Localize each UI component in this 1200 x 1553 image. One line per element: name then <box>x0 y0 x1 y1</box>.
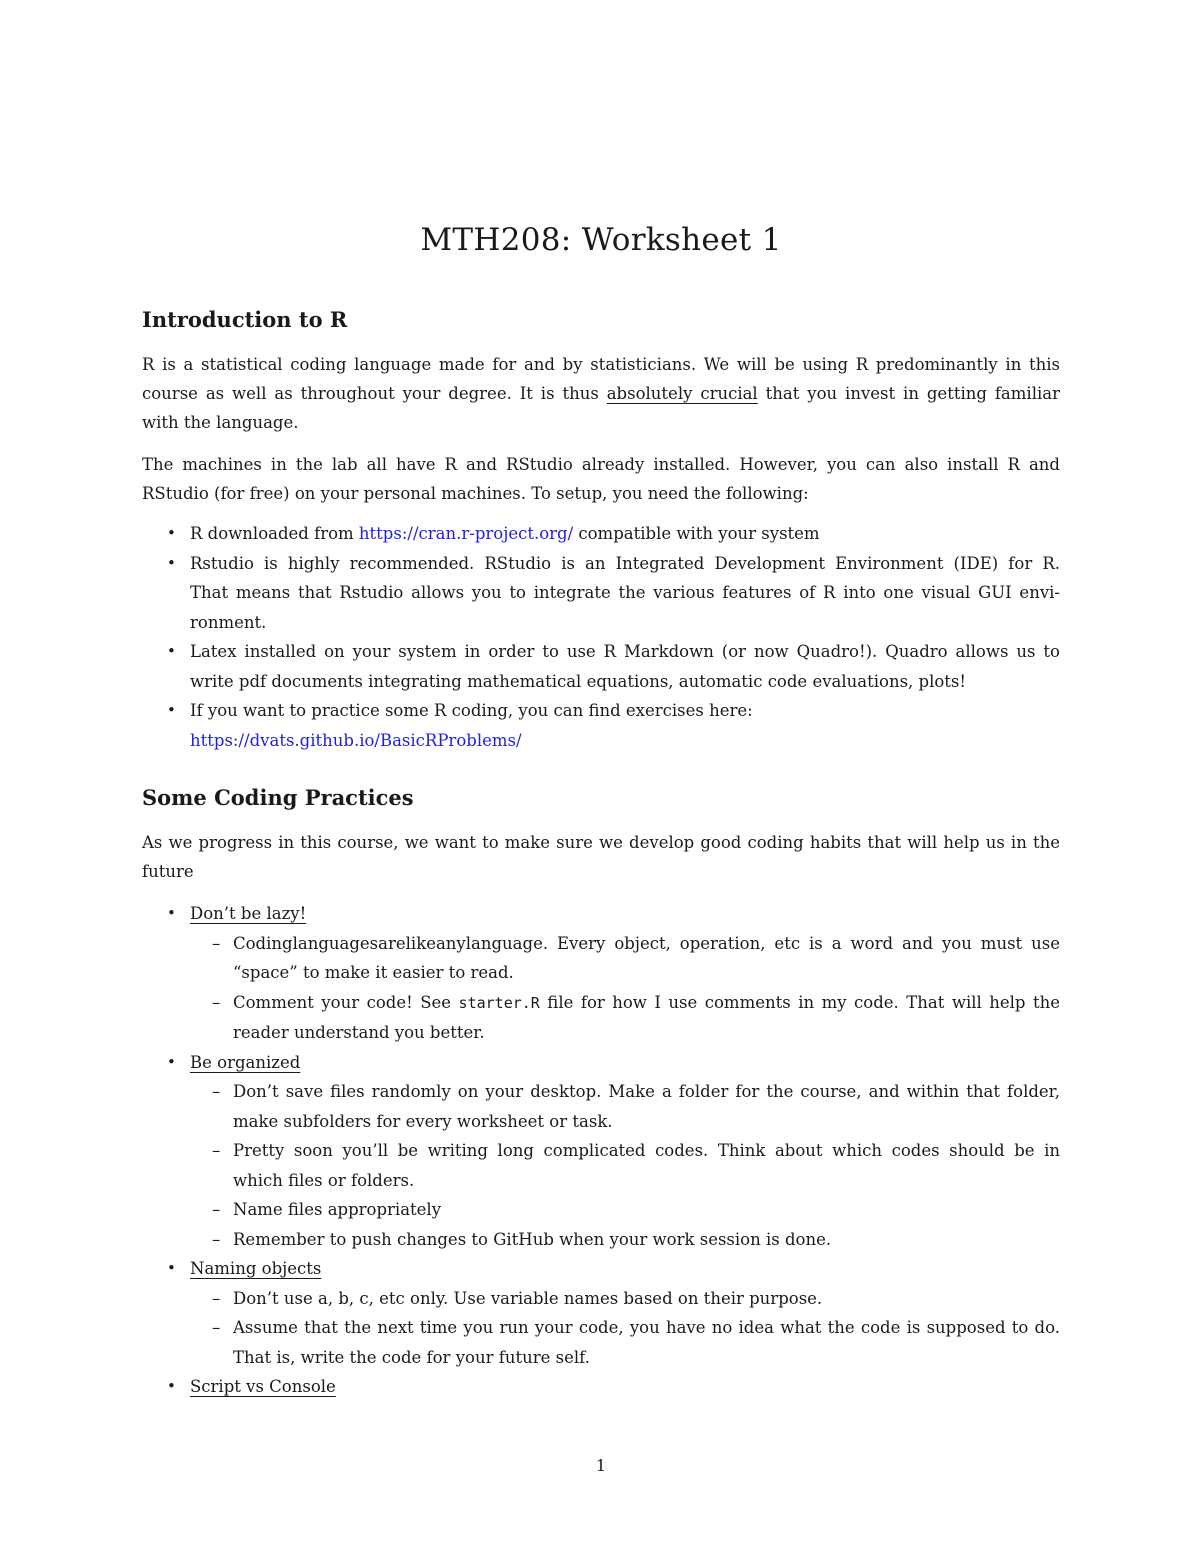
emphasis-underline: absolutely crucial <box>606 384 758 403</box>
text-line: R is a statistical coding language made for and by statisticians. We will be using R predominantly in this <box>142 355 1060 374</box>
practices-list <box>142 899 1060 1402</box>
list-item <box>142 549 1060 638</box>
sub-list-item <box>190 1077 1060 1136</box>
sub-list-item <box>190 1136 1060 1195</box>
practice-heading: Be organized <box>190 1052 301 1072</box>
text-line: That is, write the code for your future self. <box>233 1347 590 1367</box>
sub-list-item: – Name files appropriately <box>190 1195 1060 1225</box>
section-heading-intro: Introduction to R <box>142 307 348 332</box>
list-item <box>142 637 1060 696</box>
list-item <box>142 519 1060 549</box>
text-line: “space” to make it easier to read. <box>233 963 514 982</box>
list-item <box>142 1048 1060 1255</box>
list-item <box>142 696 1060 755</box>
text-line: – Codinglanguagesarelikeanylanguage. Every object, operation, etc is a word and you must use <box>233 933 1060 953</box>
page-number: 1 <box>595 1456 607 1475</box>
text-line: ronment. <box>190 612 267 632</box>
text-line: • If you want to practice some R coding, you can find exercises here: <box>190 701 753 720</box>
text-line: RStudio (for free) on your personal machines. To setup, you need the following: <box>142 484 809 503</box>
intro-paragraph-1 <box>142 350 1060 437</box>
text-span: compatible with your system <box>573 524 820 543</box>
text-line: make subfolders for every worksheet or task. <box>233 1111 613 1131</box>
intro-paragraph-2 <box>142 450 1060 508</box>
text-line: with the language. <box>142 413 299 432</box>
practice-heading: Script vs Console <box>190 1377 336 1396</box>
text-line <box>142 379 1060 408</box>
practice-heading: Naming objects <box>190 1259 322 1278</box>
text-line: future <box>142 862 194 881</box>
text-line <box>233 988 1060 1019</box>
text-line: • Rstudio is highly recommended. RStudio is an Integrated Development Environment (IDE) for R. <box>190 553 1060 573</box>
coding-intro-paragraph <box>142 828 1060 886</box>
text-line: • Latex installed on your system in order to use R Markdown (or now Quadro!). Quadro allows us to <box>190 642 1060 661</box>
text-line: The machines in the lab all have R and RStudio already installed. However, you can also install R and <box>142 455 1060 474</box>
sub-list-item <box>190 988 1060 1048</box>
text-line: which files or folders. <box>233 1170 415 1190</box>
text-span: course as well as throughout your degree. It is thus <box>142 384 607 403</box>
list-item <box>142 1372 1060 1402</box>
page-title: MTH208: Worksheet 1 <box>420 222 782 258</box>
sub-list <box>190 1284 1060 1373</box>
sub-list-item: – Don’t use a, b, c, etc only. Use variable names based on their purpose. <box>190 1284 1060 1314</box>
practice-heading: Don’t be lazy! <box>190 904 307 923</box>
setup-list <box>142 519 1060 755</box>
sub-list <box>190 1077 1060 1254</box>
text-line: write pdf documents integrating mathematical equations, automatic code evaluations, plots! <box>190 671 967 691</box>
cran-link[interactable]: https://cran.r-project.org/ <box>358 524 574 543</box>
sub-list-item: – Remember to push changes to GitHub when your work session is done. <box>190 1225 1060 1255</box>
text-span: Comment your code! See <box>233 992 459 1012</box>
text-span: that you invest in getting familiar <box>757 384 1060 403</box>
list-item <box>142 899 1060 1048</box>
text-line: reader understand you better. <box>233 1023 485 1042</box>
list-item <box>142 1254 1060 1372</box>
section-heading-coding-practices: Some Coding Practices <box>142 785 414 810</box>
text-span: file for how I use comments in my code. That will help the <box>539 992 1060 1012</box>
basicr-problems-link[interactable]: https://dvats.github.io/BasicRProblems/ <box>190 730 522 750</box>
text-span: R downloaded from <box>190 524 359 543</box>
code-filename: starter.R <box>458 993 540 1012</box>
sub-list-item <box>190 929 1060 988</box>
text-line: – Pretty soon you’ll be writing long complicated codes. Think about which codes should be in <box>233 1141 1060 1160</box>
text-line: As we progress in this course, we want to make sure we develop good coding habits that will help us in the <box>142 833 1060 852</box>
text-line: That means that Rstudio allows you to integrate the various features of R into one visual GUI envi- <box>190 583 1060 602</box>
text-line: – Assume that the next time you run your code, you have no idea what the code is supposed to do. <box>233 1318 1060 1337</box>
sub-list <box>190 929 1060 1048</box>
sub-list-item <box>190 1313 1060 1372</box>
text-line: – Don’t save files randomly on your desktop. Make a folder for the course, and within that folder, <box>233 1082 1060 1101</box>
